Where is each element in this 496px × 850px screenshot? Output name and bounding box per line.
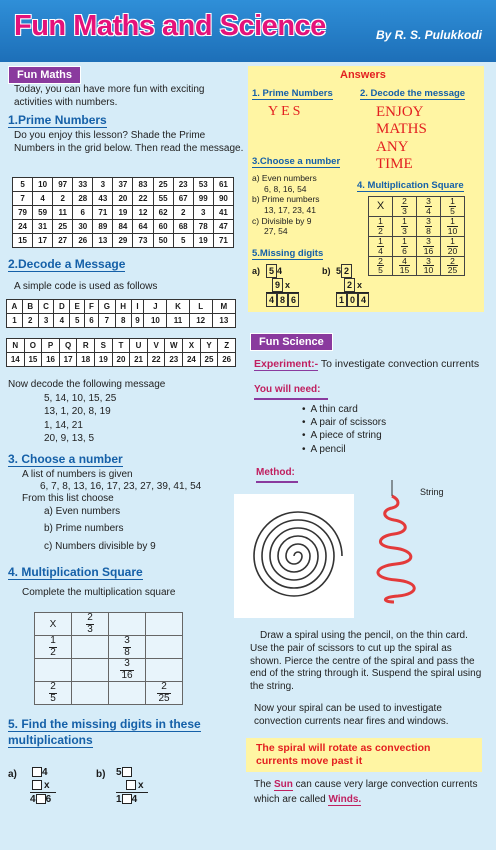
coded-word: 20, 9, 13, 5 [44, 433, 95, 445]
grid-cell: 12 [133, 206, 153, 220]
grid-row [13, 220, 234, 234]
grid-cell: 30 [73, 220, 93, 234]
grid-cell: F [85, 300, 99, 314]
grid-cell: Q [59, 339, 77, 353]
grid-cell: A [7, 300, 23, 314]
grid-cell: 3 [93, 178, 113, 192]
ms-cell [146, 659, 183, 682]
code-row [7, 314, 236, 328]
grid-cell: M [212, 300, 235, 314]
grid-cell: 17 [33, 234, 53, 248]
ms-cell [72, 682, 109, 705]
code-row [7, 339, 236, 353]
you-will-need-label: You will need: [254, 384, 321, 395]
grid-cell: L [189, 300, 212, 314]
method-paragraph: Draw a spiral using the pencil, on the thin card. Use the pair of scissors to cut up the spiral as shown. Pierce the centre of the spiral and pass the end of the string through it. Suspend the spiral using the string. [250, 630, 482, 693]
grid-cell: 4 [33, 192, 53, 206]
grid-cell: 41 [213, 206, 233, 220]
prime-number-grid [12, 177, 234, 248]
grid-cell: 20 [112, 353, 130, 367]
mult-a: 4 x 4 6 [30, 766, 70, 806]
grid-cell: 27 [53, 234, 73, 248]
grid-row [13, 206, 234, 220]
grid-cell: 55 [153, 192, 173, 206]
grid-cell: 5 [13, 178, 33, 192]
answer-choose-heading: 3.Choose a number [252, 156, 341, 167]
multiplication-square [34, 612, 183, 705]
answer-decode-message: ENJOY MATHS ANY TIME [376, 104, 427, 172]
ms-cell: $\frac{3}{16}$ [109, 659, 146, 682]
answer-choose-list: a) Even numbers 6, 8, 16, 54 b) Prime numbers 13, 17, 23, 41 c) Divisible by 9 27, 54 [252, 173, 320, 237]
method-underline [256, 481, 298, 483]
grid-cell: 5 [70, 314, 85, 328]
grid-cell: 6 [73, 206, 93, 220]
grid-cell: 9 [131, 314, 144, 328]
grid-cell: 10 [144, 314, 167, 328]
grid-cell: 11 [167, 314, 189, 328]
grid-cell: I [131, 300, 144, 314]
grid-cell: 68 [173, 220, 193, 234]
grid-cell: V [147, 339, 165, 353]
grid-cell: 22 [147, 353, 165, 367]
coded-word: 1, 14, 21 [44, 419, 83, 431]
ms-cell: $\frac{1}{2}$ [35, 636, 72, 659]
grid-cell: 3 [193, 206, 213, 220]
grid-cell: 79 [13, 206, 33, 220]
grid-cell: P [42, 339, 60, 353]
ms-cell [72, 636, 109, 659]
choose-text-1: A list of numbers is given [22, 469, 133, 480]
grid-cell: 25 [200, 353, 218, 367]
grid-cell: 7 [98, 314, 115, 328]
grid-cell: 2 [173, 206, 193, 220]
ms-cell [109, 682, 146, 705]
page-title: Fun Maths and Science [14, 10, 326, 42]
grid-cell: 22 [133, 192, 153, 206]
method-label: Method: [256, 467, 295, 478]
ms-cell [35, 659, 72, 682]
grid-cell: 83 [133, 178, 153, 192]
grid-cell: 13 [212, 314, 235, 328]
grid-cell: 89 [93, 220, 113, 234]
grid-cell: B [22, 300, 38, 314]
grid-cell: 24 [183, 353, 201, 367]
grid-cell: 23 [165, 353, 183, 367]
digit-box [36, 794, 46, 804]
grid-cell: 1 [7, 314, 23, 328]
grid-cell: 6 [85, 314, 99, 328]
digit-box [32, 767, 42, 777]
grid-cell: 3 [38, 314, 54, 328]
grid-cell: 26 [73, 234, 93, 248]
grid-cell: 61 [213, 178, 233, 192]
grid-cell: R [77, 339, 95, 353]
grid-cell: 15 [24, 353, 42, 367]
grid-cell: 26 [218, 353, 236, 367]
grid-cell: 28 [73, 192, 93, 206]
grid-cell: 99 [193, 192, 213, 206]
digit-box [122, 794, 132, 804]
grid-cell: H [115, 300, 131, 314]
ms-cell [146, 636, 183, 659]
decode-heading: 2.Decode a Message [8, 257, 126, 271]
grid-cell: 24 [13, 220, 33, 234]
grid-cell: 31 [33, 220, 53, 234]
grid-cell: 13 [93, 234, 113, 248]
grid-cell: C [38, 300, 54, 314]
grid-cell: 19 [193, 234, 213, 248]
grid-cell: S [95, 339, 113, 353]
grid-cell: 78 [193, 220, 213, 234]
answer-prime-heading: 1. Prime Numbers [252, 88, 333, 99]
choose-number-heading: 3. Choose a number [8, 452, 123, 466]
experiment-line: Experiment:- To investigate convection currents [254, 358, 480, 370]
prime-numbers-instructions: Do you enjoy this lesson? Shade the Prime Numbers in the grid below. Then read the message. [14, 130, 244, 154]
grid-cell: 60 [153, 220, 173, 234]
answer-yes: YES [268, 104, 304, 119]
choose-text-2: From this list choose [22, 493, 114, 504]
grid-cell: 16 [42, 353, 60, 367]
grid-cell: 19 [95, 353, 113, 367]
need-underline [254, 398, 328, 400]
material-item: • A piece of string [302, 430, 382, 442]
grid-cell: N [7, 339, 25, 353]
grid-cell: 2 [22, 314, 38, 328]
answer-decode-heading: 2. Decode the message [360, 88, 466, 99]
answer-missing-heading: 5.Missing digits [252, 248, 324, 259]
grid-cell: 29 [113, 234, 133, 248]
grid-cell: 10 [33, 178, 53, 192]
material-item: • A pair of scissors [302, 417, 387, 429]
grid-cell: 71 [93, 206, 113, 220]
grid-cell: 73 [133, 234, 153, 248]
grid-cell: 15 [13, 234, 33, 248]
grid-cell: 62 [153, 206, 173, 220]
ms-cell [72, 659, 109, 682]
answer-mult-b-label: b) [322, 266, 331, 276]
grid-cell: 11 [53, 206, 73, 220]
digit-box [122, 767, 132, 777]
digit-box [126, 780, 136, 790]
grid-cell: 33 [73, 178, 93, 192]
grid-cell: 53 [193, 178, 213, 192]
answer-mult-b: 5 2 2 x 1 0 4 [336, 264, 369, 307]
sun-fact: The Sun can cause very large convection currents which are called Winds. [254, 779, 478, 805]
multiplication-square-heading: 4. Multiplication Square [8, 565, 143, 579]
usage-paragraph: Now your spiral can be used to investigate convection currents near fires and windows. [254, 703, 449, 727]
ms-cell: $\frac{2}{25}$ [146, 682, 183, 705]
ms-cell [146, 613, 183, 636]
grid-row [13, 178, 234, 192]
grid-cell: 14 [7, 353, 25, 367]
answer-mult-a-label: a) [252, 266, 261, 276]
code-row [7, 353, 236, 367]
answer-mult-a: 5 4 9 x 4 8 6 [266, 264, 299, 307]
grid-cell: 18 [77, 353, 95, 367]
grid-cell: 50 [153, 234, 173, 248]
author-byline: By R. S. Pulukkodi [375, 28, 482, 42]
flat-spiral-icon [234, 494, 354, 618]
grid-row [13, 192, 234, 206]
ms-x-cell: X [35, 613, 72, 636]
grid-cell: K [167, 300, 189, 314]
coded-word: 13, 1, 20, 8, 19 [44, 406, 111, 418]
choose-option-c: c) Numbers divisible by 9 [44, 541, 156, 552]
prime-numbers-heading: 1.Prime Numbers [8, 113, 107, 127]
grid-cell: 97 [53, 178, 73, 192]
grid-cell: 25 [53, 220, 73, 234]
digit-box [32, 780, 42, 790]
grid-cell: O [24, 339, 42, 353]
grid-cell: 19 [113, 206, 133, 220]
number-list: 6, 7, 8, 13, 16, 17, 23, 27, 39, 41, 54 [40, 481, 202, 492]
grid-cell: 47 [213, 220, 233, 234]
grid-cell: X [183, 339, 201, 353]
grid-cell: J [144, 300, 167, 314]
ms-cell [109, 613, 146, 636]
grid-cell: D [54, 300, 70, 314]
grid-cell: 21 [130, 353, 148, 367]
fun-maths-tab: Fun Maths [8, 66, 81, 84]
grid-cell: 64 [133, 220, 153, 234]
grid-cell: W [165, 339, 183, 353]
fun-science-tab: Fun Science [250, 333, 333, 351]
grid-cell: 2 [53, 192, 73, 206]
answer-mult-heading: 4. Multiplication Square [357, 180, 464, 191]
grid-cell: Y [200, 339, 218, 353]
grid-cell: 23 [173, 178, 193, 192]
grid-cell: 8 [115, 314, 131, 328]
grid-cell: E [70, 300, 85, 314]
grid-row [13, 234, 234, 248]
answer-multiplication-square: X $\frac{2}{3}$ $\frac{3}{4}$ $\frac{1}{5}$ $\frac{1}{2}$ $\frac{1}{3}$ $\frac{3}{8}$ $\frac{1}{10}$ $\frac{1}{4}$ $\frac{1}{6}$ $\frac{3}{16}$ $\frac{1}{20}$ $\frac{2}{5}$ $\frac{4}{15}$ $\frac{3}{10}$ $\frac{2}{25}$ [368, 196, 465, 276]
code-row [7, 300, 236, 314]
mult-b-label: b) [96, 769, 106, 780]
grid-cell: 17 [59, 353, 77, 367]
grid-cell: G [98, 300, 115, 314]
grid-cell: 43 [93, 192, 113, 206]
grid-cell: 4 [54, 314, 70, 328]
materials-list [302, 403, 386, 456]
code-table-a-m [6, 299, 236, 328]
grid-cell: 90 [213, 192, 233, 206]
mult-a-label: a) [8, 769, 17, 780]
choose-option-a: a) Even numbers [44, 506, 121, 517]
intro-text: Today, you can have more fun with exciting activities with numbers. [14, 84, 205, 108]
grid-cell: U [130, 339, 148, 353]
coded-message [44, 392, 116, 446]
grid-cell: 37 [113, 178, 133, 192]
material-item: • A pencil [302, 443, 346, 455]
rotation-note: The spiral will rotate as convection currents move past it [246, 738, 482, 772]
ms-cell: $\frac{2}{3}$ [72, 613, 109, 636]
ms-cell: $\frac{2}{5}$ [35, 682, 72, 705]
ms-cell: $\frac{3}{8}$ [109, 636, 146, 659]
spiral-card [234, 494, 354, 618]
answers-title: Answers [340, 69, 386, 81]
grid-cell: 71 [213, 234, 233, 248]
grid-cell: 12 [189, 314, 212, 328]
code-table-n-z [6, 338, 236, 367]
decode-intro: A simple code is used as follows [14, 281, 158, 292]
multiplication-instructions: Complete the multiplication square [22, 587, 176, 598]
mult-b: 5 x 1 4 [116, 766, 176, 806]
choose-option-b: b) Prime numbers [44, 523, 124, 534]
material-item: • A thin card [302, 404, 358, 415]
grid-cell: 7 [13, 192, 33, 206]
grid-cell: 25 [153, 178, 173, 192]
missing-digits-heading: 5. Find the missing digits in these multiplications [8, 717, 201, 748]
grid-cell: 67 [173, 192, 193, 206]
grid-cell: T [112, 339, 130, 353]
grid-cell: 84 [113, 220, 133, 234]
grid-cell: 20 [113, 192, 133, 206]
decode-instructions: Now decode the following message [8, 379, 166, 390]
grid-cell: 59 [33, 206, 53, 220]
string-label: String [420, 487, 444, 497]
grid-cell: 5 [173, 234, 193, 248]
coded-word: 5, 14, 10, 15, 25 [44, 393, 117, 404]
grid-cell: Z [218, 339, 236, 353]
